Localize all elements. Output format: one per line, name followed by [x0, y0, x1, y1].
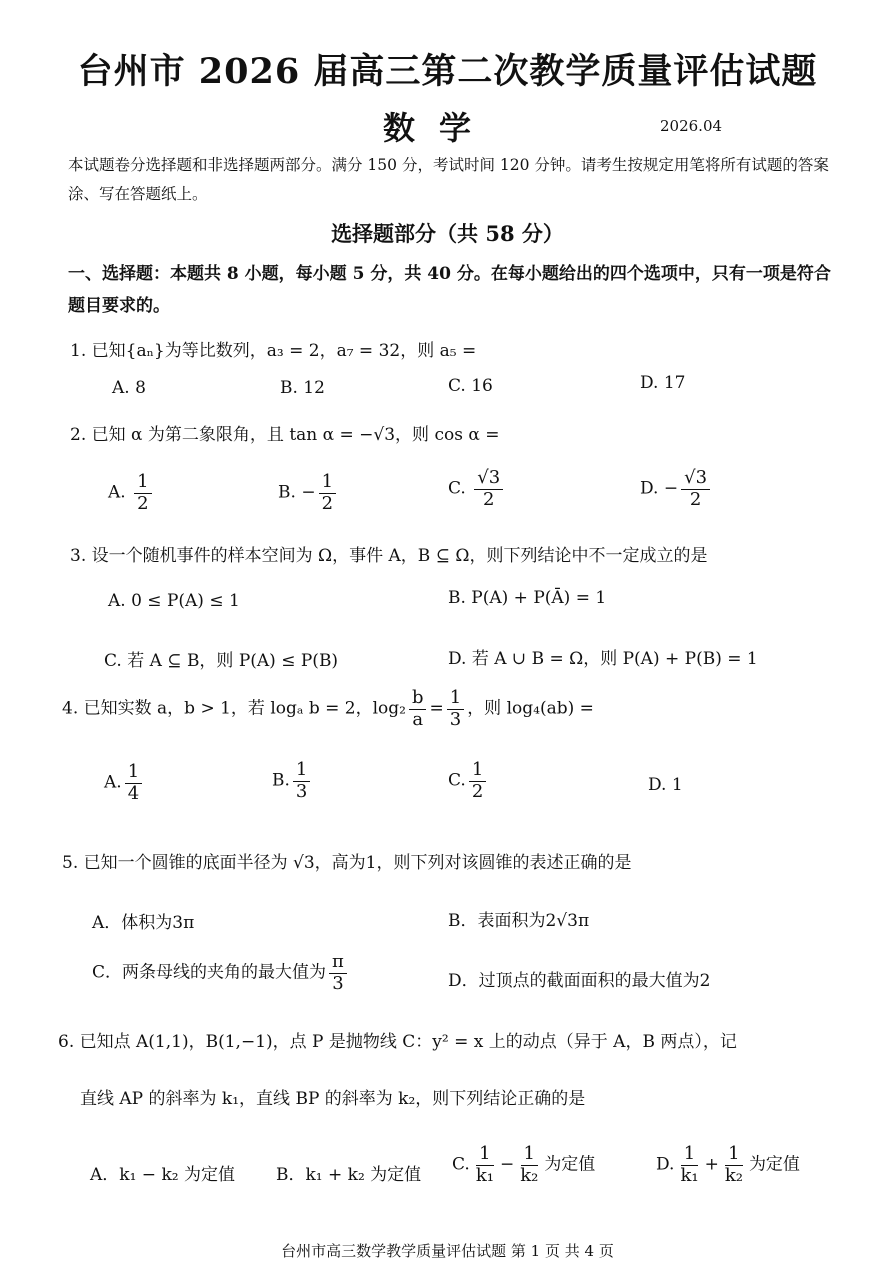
question-4-stem: 4. 已知实数 a，b > 1，若 logₐ b = 2，log₂ $\frac{b}{a}$ = $\frac{1}{3}$ ，则 log₄(ab) =	[62, 687, 594, 730]
question-4-option-b: B. $\frac{1}{3}$	[272, 760, 313, 802]
question-5-option-b: B．表面积为2√3π	[448, 911, 590, 931]
question-4-option-c: C. $\frac{1}{2}$	[448, 760, 489, 802]
question-6-option-d: D. $\frac{1}{\text{k₁}}$ + $\frac{1}{\text{k₂}}$ 为定值	[656, 1143, 800, 1186]
question-3-option-a: A. 0 ≤ P(A) ≤ 1	[108, 591, 240, 611]
question-1-stem: 1. 已知{aₙ}为等比数列，a₃ = 2，a₇ = 32，则 a₅ =	[70, 341, 477, 361]
exam-title: 台州市 2026 届高三第二次教学质量评估试题	[77, 51, 818, 92]
question-3-option-c: C. 若 A ⊆ B，则 P(A) ≤ P(B)	[104, 651, 339, 671]
question-6-stem-line-2: 直线 AP 的斜率为 k₁，直线 BP 的斜率为 k₂，则下列结论正确的是	[80, 1089, 586, 1109]
question-1-option-b: B. 12	[280, 378, 325, 398]
question-2-option-b: B. − $\frac{1}{2}$	[278, 472, 339, 514]
question-2-option-a: A. $\frac{1}{2}$	[108, 472, 155, 514]
question-3-option-d: D. 若 A ∪ B = Ω，则 P(A) + P(B) = 1	[448, 649, 758, 669]
exam-date: 2026.04	[660, 117, 723, 135]
section-title: 选择题部分（共 58 分）	[331, 221, 564, 246]
question-4-option-a: A. $\frac{1}{4}$	[104, 762, 145, 804]
question-3-option-b: B. P(A) + P(Ā) = 1	[448, 588, 607, 608]
question-6-option-a: A．k₁ − k₂ 为定值	[90, 1165, 235, 1185]
question-3-stem: 3. 设一个随机事件的样本空间为 Ω，事件 A，B ⊆ Ω，则下列结论中不一定成立的是	[70, 546, 708, 566]
exam-instructions: 本试题卷分选择题和非选择题两部分。满分 150 分，考试时间 120 分钟。请考生按规定用笔将所有试题的答案涂、写在答题纸上。	[68, 156, 829, 203]
question-5-option-d: D．过顶点的截面面积的最大值为2	[448, 971, 711, 991]
question-1-option-d: D. 17	[640, 373, 686, 393]
question-5-stem: 5. 已知一个圆锥的底面半径为 √3，高为1，则下列对该圆锥的表述正确的是	[62, 853, 632, 873]
question-6-stem-line-1: 6. 已知点 A(1,1)，B(1,−1)，点 P 是抛物线 C：y² = x 上的动点（异于 A，B 两点），记	[58, 1032, 737, 1052]
question-5-option-c: C．两条母线的夹角的最大值为 $\frac{\pi}{3}$	[92, 952, 350, 994]
question-2-option-d: D. − $\frac{√3}{2}$	[640, 468, 713, 510]
question-6-option-c: C. $\frac{1}{\text{k₁}}$ − $\frac{1}{\text{k₂}}$ 为定值	[452, 1143, 596, 1186]
question-6-option-b: B．k₁ + k₂ 为定值	[276, 1165, 422, 1185]
question-5-option-a: A．体积为3π	[92, 913, 195, 933]
question-1-option-a: A. 8	[112, 378, 146, 398]
question-2-stem: 2. 已知 α 为第二象限角，且 tan α = −√3，则 cos α =	[70, 425, 500, 445]
part-heading: 一、选择题：本题共 8 小题，每小题 5 分，共 40 分。在每小题给出的四个选项中，只有一项是符合题目要求的。	[68, 264, 831, 316]
subject-title: 数学	[383, 109, 496, 147]
question-2-option-c: C. $\frac{√3}{2}$	[448, 468, 506, 510]
question-1-option-c: C. 16	[448, 376, 493, 396]
question-4-option-d: D. 1	[648, 775, 683, 795]
page-footer: 台州市高三数学教学质量评估试题 第 1 页 共 4 页	[281, 1242, 614, 1260]
